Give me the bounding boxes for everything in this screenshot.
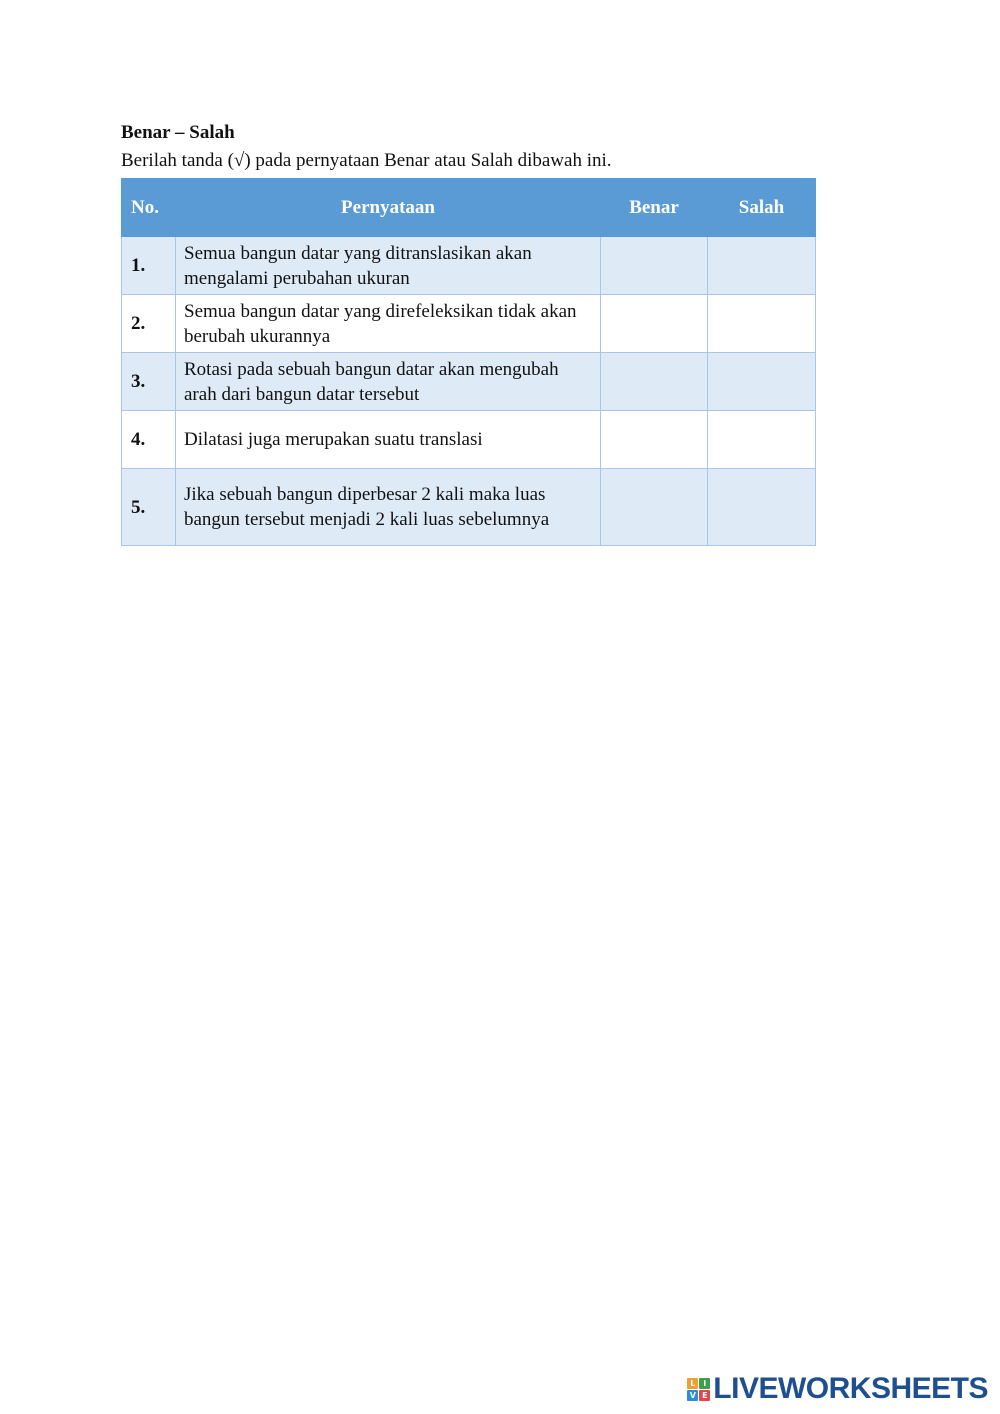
header-statement: Pernyataan	[176, 179, 601, 237]
header-false: Salah	[708, 179, 816, 237]
liveworksheets-logo-icon	[687, 1378, 710, 1401]
section-heading: Benar – Salah	[121, 122, 235, 143]
logo-letter-i: I	[699, 1378, 710, 1389]
statement-text: Dilatasi juga merupakan suatu translasi	[176, 411, 601, 469]
answer-false-cell[interactable]	[708, 469, 816, 546]
answer-true-cell[interactable]	[601, 295, 708, 353]
answer-true-cell[interactable]	[601, 469, 708, 546]
liveworksheets-logo-text: LIVEWORKSHEETS	[713, 1372, 988, 1405]
liveworksheets-logo	[687, 1372, 988, 1406]
statement-text: Rotasi pada sebuah bangun datar akan mengubah arah dari bangun datar tersebut	[176, 353, 601, 411]
row-number: 4.	[122, 411, 176, 469]
answer-false-cell[interactable]	[708, 295, 816, 353]
table-row	[122, 295, 816, 353]
table-row	[122, 469, 816, 546]
statement-text: Jika sebuah bangun diperbesar 2 kali maka luas bangun tersebut menjadi 2 kali luas sebelumnya	[176, 469, 601, 546]
header-true: Benar	[601, 179, 708, 237]
answer-false-cell[interactable]	[708, 353, 816, 411]
answer-true-cell[interactable]	[601, 353, 708, 411]
row-number: 5.	[122, 469, 176, 546]
instruction-text: Berilah tanda (√) pada pernyataan Benar atau Salah dibawah ini.	[121, 150, 612, 171]
row-number: 1.	[122, 237, 176, 295]
table-row	[122, 411, 816, 469]
answer-true-cell[interactable]	[601, 237, 708, 295]
answer-false-cell[interactable]	[708, 411, 816, 469]
answer-false-cell[interactable]	[708, 237, 816, 295]
answer-true-cell[interactable]	[601, 411, 708, 469]
statement-text: Semua bangun datar yang ditranslasikan akan mengalami perubahan ukuran	[176, 237, 601, 295]
table-row	[122, 353, 816, 411]
row-number: 2.	[122, 295, 176, 353]
logo-letter-l: L	[687, 1378, 698, 1389]
true-false-table	[121, 178, 816, 546]
table-header-row	[122, 179, 816, 237]
logo-letter-v: V	[687, 1390, 698, 1401]
logo-letter-e: E	[699, 1390, 710, 1401]
header-no: No.	[122, 179, 176, 237]
row-number: 3.	[122, 353, 176, 411]
table-row	[122, 237, 816, 295]
worksheet-content	[121, 120, 821, 546]
statement-text: Semua bangun datar yang direfeleksikan tidak akan berubah ukurannya	[176, 295, 601, 353]
